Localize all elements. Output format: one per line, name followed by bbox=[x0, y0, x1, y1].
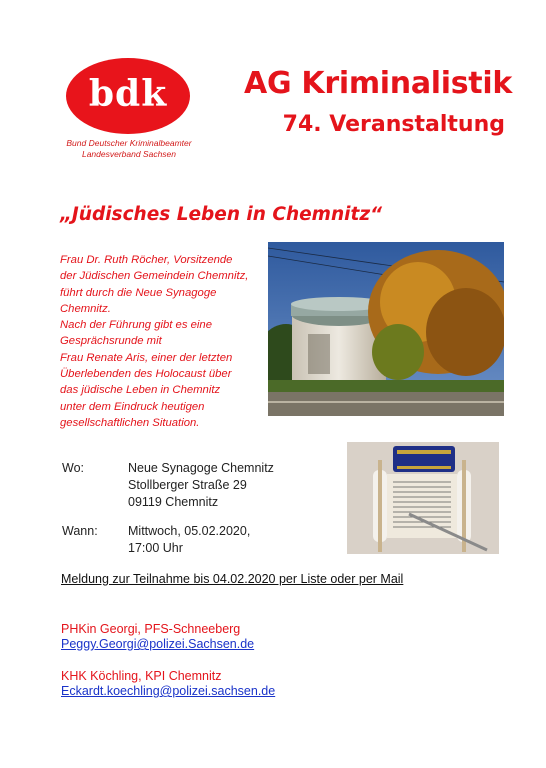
venue-street: Stollberger Straße 29 bbox=[128, 478, 247, 492]
contact-name-koechling: KHK Köchling, KPI Chemnitz bbox=[61, 669, 222, 683]
description-line: Chemnitz. bbox=[60, 302, 111, 315]
description-line: führt durch die Neue Synagoge bbox=[60, 286, 217, 299]
description-line: Frau Renate Aris, einer der letzten bbox=[60, 351, 233, 364]
description-line: Gesprächsrunde mit bbox=[60, 335, 162, 348]
description-line: Überlebenden des Holocaust über bbox=[60, 368, 232, 381]
description-line: Nach der Führung gibt es eine bbox=[60, 319, 212, 332]
contact-email-georgi[interactable]: Peggy.Georgi@polizei.Sachsen.de bbox=[61, 637, 255, 651]
venue-name: Neue Synagoge Chemnitz bbox=[128, 461, 274, 475]
description-line: unter dem Eindruck heutigen bbox=[60, 400, 205, 413]
description-line: gesellschaftlichen Situation. bbox=[60, 416, 200, 429]
synagogue-photo bbox=[268, 242, 504, 416]
description-line: das jüdische Leben in Chemnitz bbox=[60, 384, 221, 397]
description-line: Frau Dr. Ruth Röcher, Vorsitzende bbox=[60, 254, 233, 266]
page-title: AG Kriminalistik bbox=[244, 66, 512, 101]
contact-email-koechling[interactable]: Eckardt.koechling@polizei.sachsen.de bbox=[61, 684, 276, 698]
logo-text: bdk bbox=[88, 73, 168, 115]
venue-city: 09119 Chemnitz bbox=[128, 495, 219, 509]
event-date: Mittwoch, 05.02.2020, bbox=[128, 524, 251, 538]
logo-subtitle-line2: Landesverband Sachsen bbox=[81, 149, 177, 159]
event-description bbox=[60, 252, 270, 431]
when-label: Wann: bbox=[62, 524, 98, 538]
contact-name-georgi: PHKin Georgi, PFS-Schneeberg bbox=[61, 622, 241, 636]
description-line: der Jüdischen Gemeindein Chemnitz, bbox=[60, 270, 249, 283]
event-title: „Jüdisches Leben in Chemnitz“ bbox=[60, 204, 382, 225]
logo-subtitle-line1: Bund Deutscher Kriminalbeamter bbox=[66, 138, 192, 148]
torah-scroll-photo bbox=[347, 442, 499, 554]
registration-note: Meldung zur Teilnahme bis 04.02.2020 per Liste oder per Mail bbox=[61, 572, 404, 586]
where-label: Wo: bbox=[62, 461, 84, 475]
event-time: 17:00 Uhr bbox=[128, 541, 183, 555]
event-number: 74. Veranstaltung bbox=[282, 112, 505, 137]
